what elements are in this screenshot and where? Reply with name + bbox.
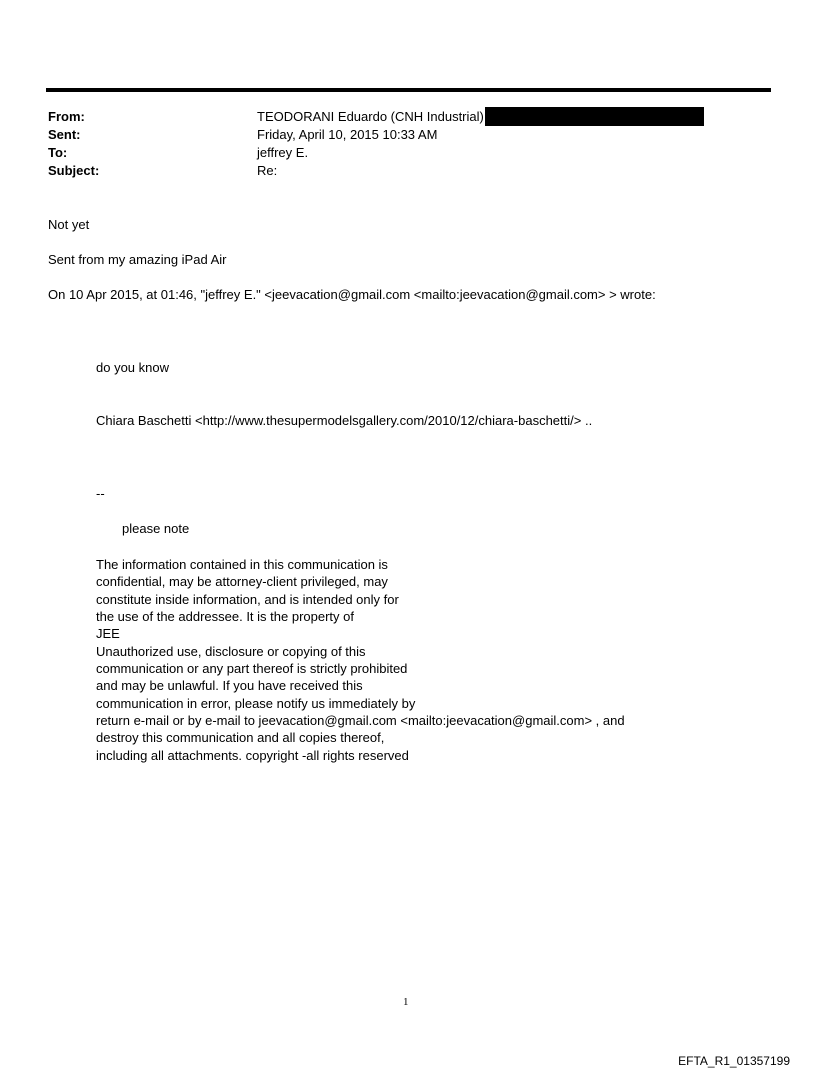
- disclaimer-line: Unauthorized use, disclosure or copying of this: [96, 643, 366, 659]
- subject-value: Re:: [257, 163, 278, 178]
- please-note: please note: [122, 521, 190, 536]
- sig-separator: --: [96, 486, 105, 501]
- reply-text: Not yet: [48, 217, 90, 232]
- quote-intro: On 10 Apr 2015, at 01:46, "jeffrey E." <jeevacation@gmail.com <mailto:jeevacation@gmail.com> > wrote:: [48, 287, 656, 302]
- header-rule: [46, 88, 771, 92]
- from-label: From:: [48, 109, 85, 124]
- disclaimer-line: communication or any part thereof is strictly prohibited: [96, 661, 408, 677]
- disclaimer-line: constitute inside information, and is intended only for: [96, 591, 399, 607]
- sent-label: Sent:: [48, 127, 81, 142]
- page-number: 1: [403, 996, 409, 1008]
- disclaimer-line: JEE: [96, 626, 120, 642]
- disclaimer-line: confidential, may be attorney-client privileged, may: [96, 574, 388, 590]
- disclaimer-line: the use of the addressee. It is the property of: [96, 609, 354, 625]
- disclaimer-line: destroy this communication and all copies thereof,: [96, 730, 385, 746]
- disclaimer-line: communication in error, please notify us immediately by: [96, 695, 416, 711]
- subject-label: Subject:: [48, 163, 100, 178]
- signature-text: Sent from my amazing iPad Air: [48, 252, 227, 267]
- to-value: jeffrey E.: [257, 145, 309, 160]
- disclaimer-line: The information contained in this communication is: [96, 557, 388, 572]
- document-id: EFTA_R1_01357199: [678, 1054, 790, 1068]
- to-label: To:: [48, 145, 68, 160]
- from-value: TEODORANI Eduardo (CNH Industrial): [257, 109, 484, 124]
- disclaimer-line: including all attachments. copyright -all rights reserved: [96, 747, 409, 763]
- quoted-link: Chiara Baschetti <http://www.thesupermodelsgallery.com/2010/12/chiara-baschetti/> ..: [96, 413, 593, 428]
- quoted-question: do you know: [96, 360, 169, 375]
- disclaimer-line: return e-mail or by e-mail to jeevacation@gmail.com <mailto:jeevacation@gmail.com> , and: [96, 713, 625, 729]
- disclaimer-line: and may be unlawful. If you have received this: [96, 678, 363, 694]
- disclaimer: [96, 556, 625, 764]
- redaction-box: [485, 107, 704, 126]
- sent-value: Friday, April 10, 2015 10:33 AM: [257, 127, 438, 142]
